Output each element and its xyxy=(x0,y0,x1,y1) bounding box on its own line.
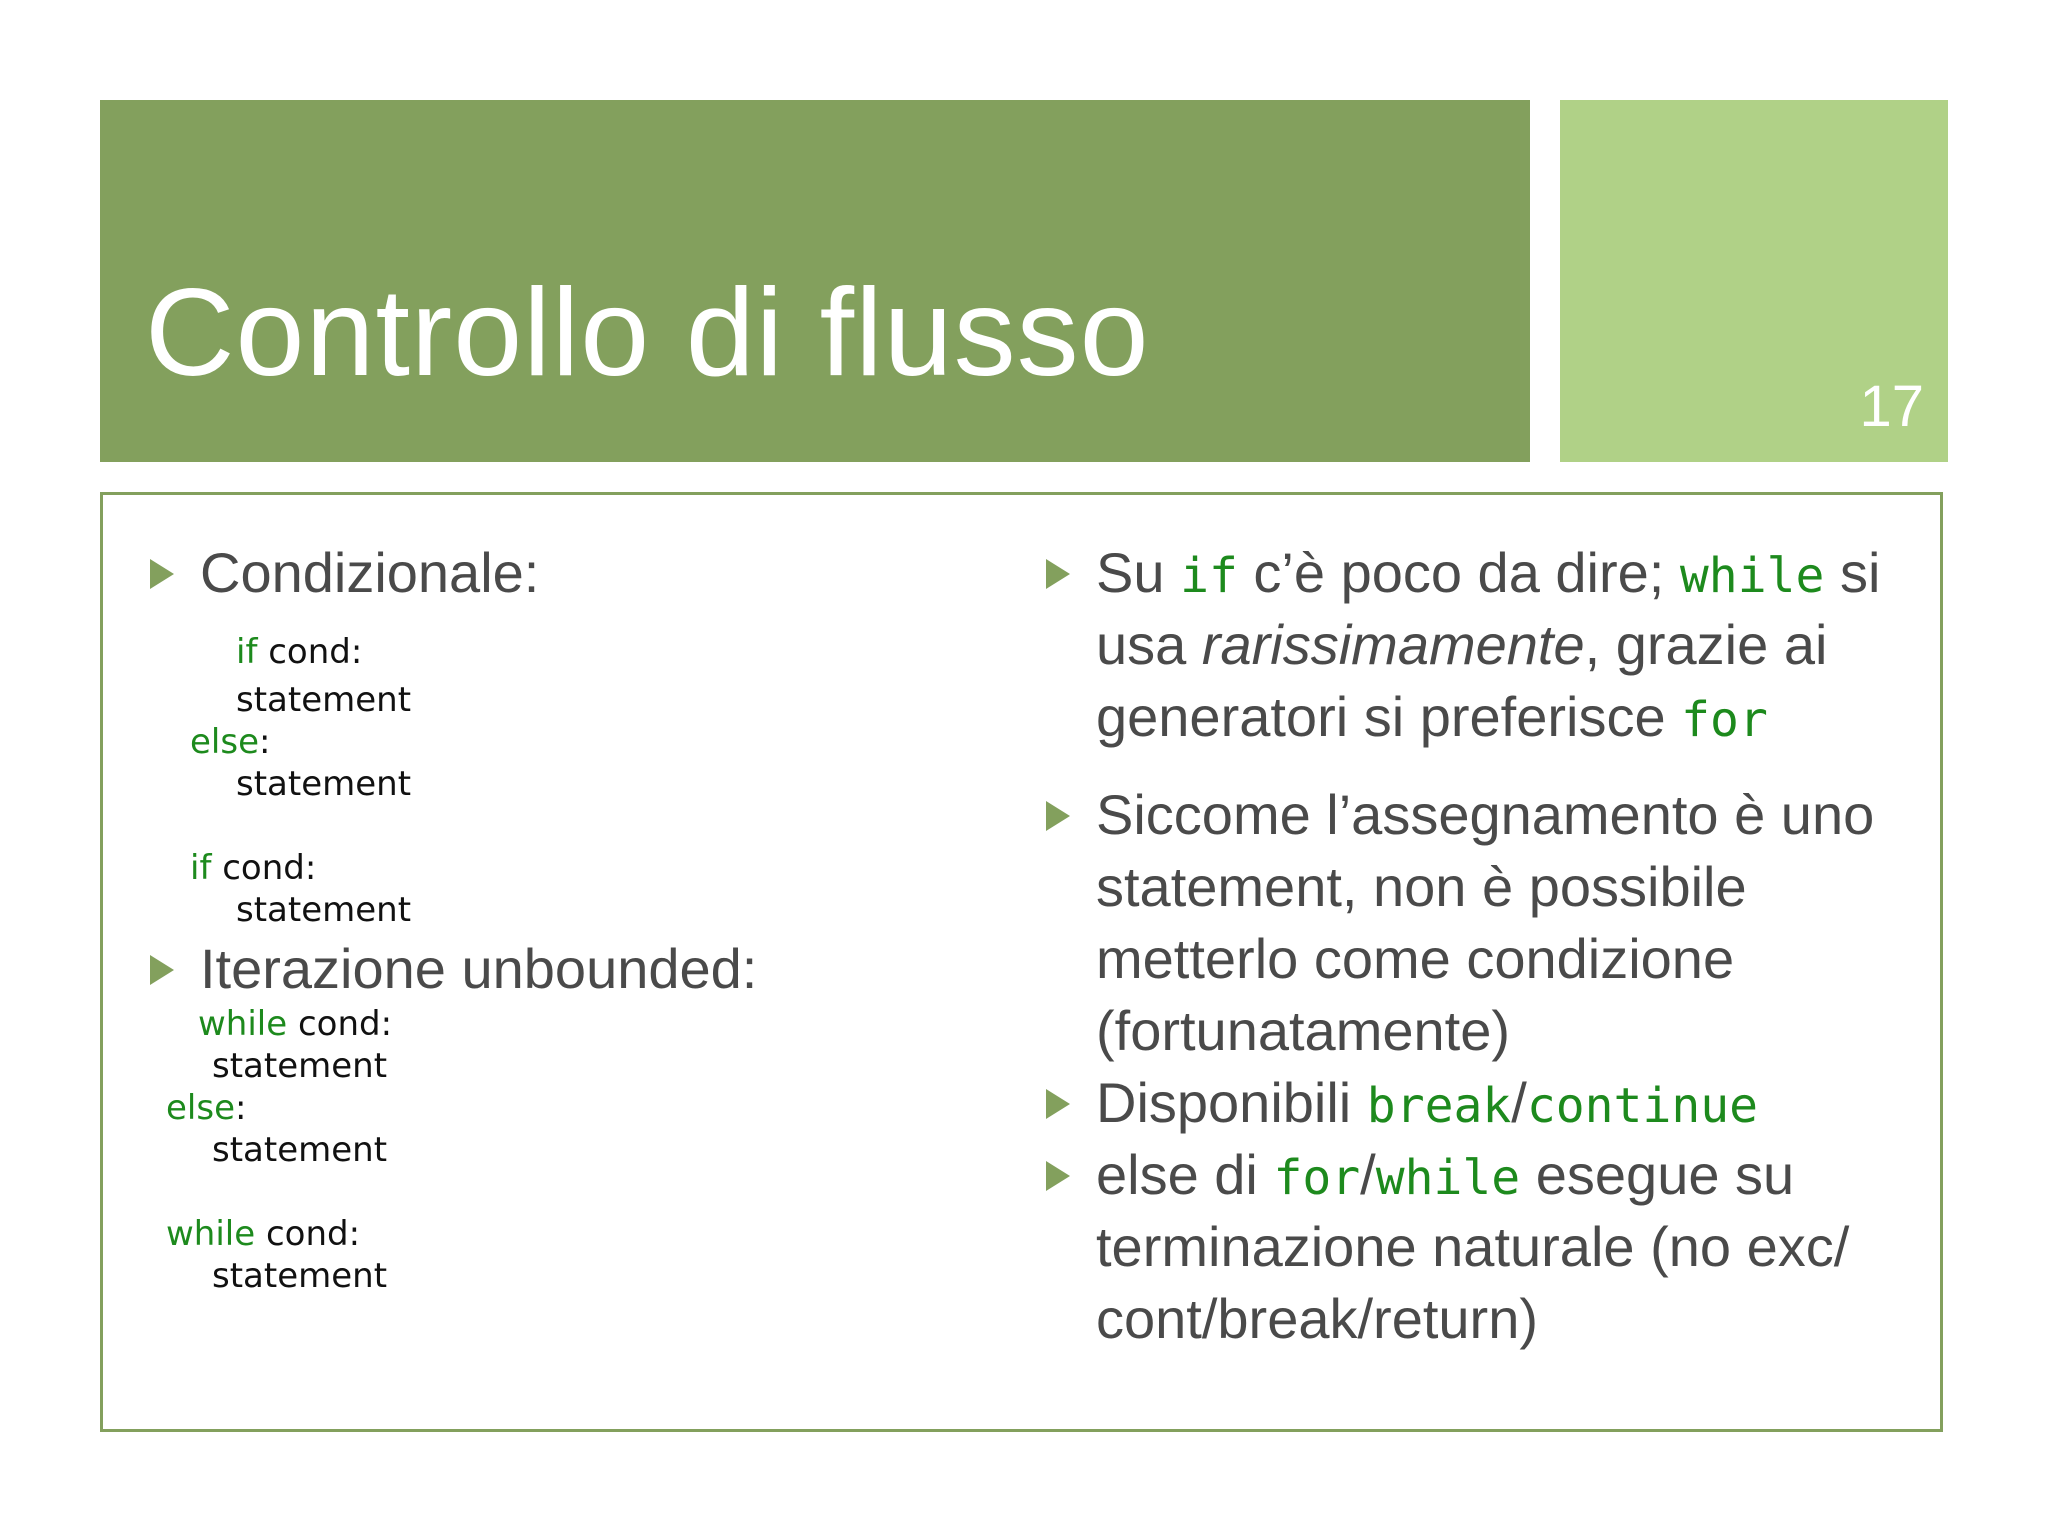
bullet-icon xyxy=(1046,801,1070,831)
code-line: statement xyxy=(236,890,412,930)
keyword: while xyxy=(198,1004,288,1044)
iteration-heading: Iterazione unbounded: xyxy=(200,937,758,1000)
code-keyword: while xyxy=(1679,548,1825,604)
bullet-icon xyxy=(1046,559,1070,589)
code-keyword: continue xyxy=(1526,1078,1759,1134)
bullet-text: Su if c’è poco da dire; while si xyxy=(1096,541,1881,604)
code-keyword: for xyxy=(1681,692,1768,748)
bullet-text: generatori si preferisce for xyxy=(1096,685,1768,748)
keyword: else xyxy=(190,722,259,762)
code-line: while cond: xyxy=(166,1214,361,1254)
code-line: statement xyxy=(212,1046,388,1086)
code-line: statement xyxy=(212,1256,388,1296)
bullet-icon xyxy=(1046,1161,1070,1191)
bullet-text: (fortunatamente) xyxy=(1096,999,1510,1062)
code-line: statement xyxy=(236,680,412,720)
code-line: statement xyxy=(236,764,412,804)
slide-title: Controllo di flusso xyxy=(145,264,1150,402)
code-keyword: break xyxy=(1366,1078,1512,1134)
bullet-text: statement, non è possibile xyxy=(1096,855,1747,918)
bullet-text: Siccome l’assegnamento è uno xyxy=(1096,783,1875,846)
bullet-text: terminazione naturale (no exc/ xyxy=(1096,1215,1850,1278)
bullet-text: cont/break/return) xyxy=(1096,1287,1538,1350)
bullet-icon xyxy=(150,955,174,985)
code-line: statement xyxy=(212,1130,388,1170)
keyword: if xyxy=(236,632,258,672)
page-number-block xyxy=(1560,100,1948,462)
code-line: if cond: xyxy=(236,632,363,672)
conditional-heading: Condizionale: xyxy=(200,541,540,604)
bullet-icon xyxy=(1046,1089,1070,1119)
bullet-text: Disponibili break/continue xyxy=(1096,1071,1759,1134)
bullet-text: usa rarissimamente, grazie ai xyxy=(1096,613,1828,676)
keyword: else xyxy=(166,1088,235,1128)
page-number: 17 xyxy=(1859,374,1924,439)
bullet-text: else di for/while esegue su xyxy=(1096,1143,1795,1206)
code-keyword: for xyxy=(1273,1150,1361,1206)
code-line: if cond: xyxy=(190,848,317,888)
code-keyword: if xyxy=(1180,548,1238,604)
code-line: while cond: xyxy=(198,1004,393,1044)
keyword: if xyxy=(190,848,212,888)
code-keyword: while xyxy=(1375,1150,1521,1206)
keyword: while xyxy=(166,1214,256,1254)
code-line: else: xyxy=(166,1088,247,1128)
bullet-text: metterlo come condizione xyxy=(1096,927,1735,990)
bullet-icon xyxy=(150,559,174,589)
code-line: else: xyxy=(190,722,271,762)
